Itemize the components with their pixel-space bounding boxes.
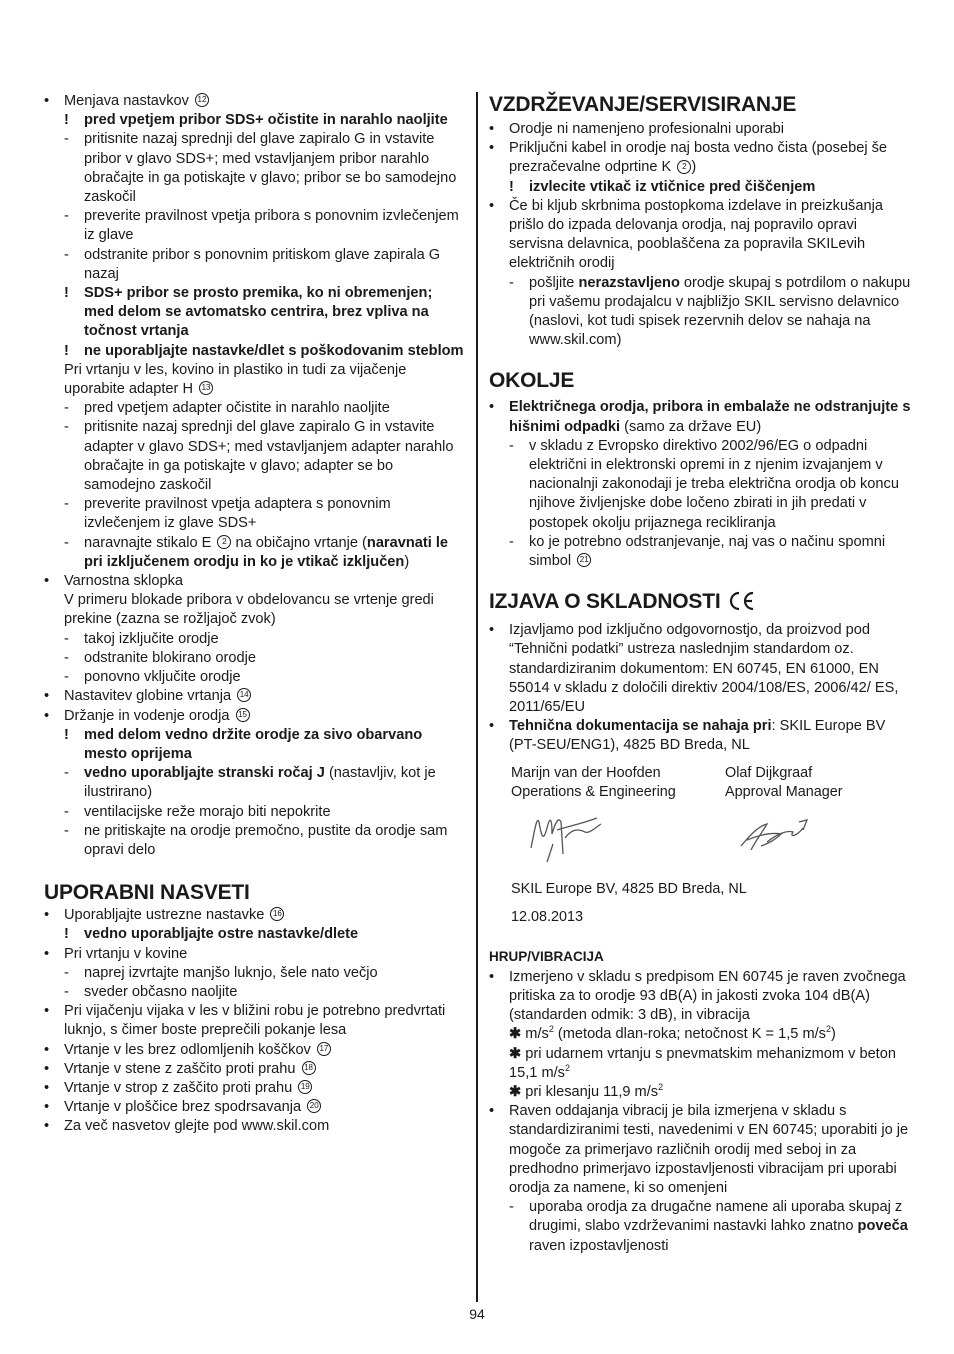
- superscript: 2: [658, 1082, 664, 1093]
- text-run: Varnostna sklopka: [64, 573, 183, 590]
- dash-item: [44, 534, 466, 572]
- text-run: Vrtanje v ploščice brez spodrsavanja: [64, 1099, 306, 1116]
- figure-reference-number: 13: [199, 381, 213, 395]
- section-heading: [489, 368, 911, 394]
- text-run: na običajno vrtanje (: [231, 534, 367, 551]
- bold-text: poveča: [857, 1218, 908, 1235]
- figure-reference-number: 17: [317, 1042, 331, 1056]
- text-run: pri klesanju 11,9 m/s: [525, 1083, 659, 1100]
- bullet-item: [44, 906, 466, 925]
- list-marker: [64, 668, 69, 687]
- list-marker: [489, 717, 494, 736]
- text-run: V primeru blokade pribora v obdelovancu se vrtenje gredi prekine (zazna se rožljajoč zvok): [64, 592, 434, 628]
- list-marker: [489, 1102, 494, 1121]
- list-marker: [64, 284, 69, 303]
- bullet-item: [489, 717, 911, 755]
- right-column: [489, 92, 911, 1256]
- figure-reference-number: 20: [307, 1099, 321, 1113]
- text-run: ponovno vključite orodje: [84, 669, 241, 686]
- list-marker: [44, 1098, 49, 1117]
- text-run: : SKIL Europe BV (PT-SEU/ENG1), 4825 BD Breda, NL: [509, 718, 886, 754]
- list-marker: [64, 649, 69, 668]
- text-run: (nastavljiv, kot je ilustrirano): [84, 765, 436, 801]
- list-marker: [64, 983, 69, 1002]
- list-marker: [64, 111, 69, 130]
- dash-item: [489, 274, 911, 351]
- dash-item: [489, 1198, 911, 1256]
- text-run: pred vpetjem adapter očistite in narahlo naoljite: [84, 400, 390, 417]
- text-run: ko je potrebno odstranjevanje, naj vas o načinu spomni simbol: [529, 533, 886, 570]
- bold-text: nerazstavljeno: [578, 274, 680, 291]
- superscript: 2: [548, 1024, 554, 1035]
- text-run: sveder občasno naoljite: [84, 983, 238, 1000]
- list-marker: [44, 1060, 49, 1079]
- dash-item: [44, 207, 466, 245]
- text-run: preverite pravilnost vpetja pribora s ponovnim izvlečenjem iz glave: [84, 208, 459, 244]
- list-marker: [64, 964, 69, 983]
- text-run: preverite pravilnost vpetja adaptera s ponovnim izvlečenjem iz glave SDS+: [84, 496, 391, 532]
- text-run: Vrtanje v strop z zaščito proti prahu: [64, 1079, 297, 1096]
- text-run: IZJAVA O SKLADNOSTI: [489, 590, 727, 614]
- list-marker: [489, 139, 494, 158]
- warning-item: [44, 925, 466, 944]
- signer-name: Olaf Dijkgraaf: [725, 764, 813, 781]
- bullet-item: [44, 1098, 466, 1117]
- bold-text: vedno uporabljajte stranski ročaj J: [84, 765, 325, 782]
- list-marker: [509, 533, 514, 552]
- bullet-item: [44, 707, 466, 726]
- list-marker: [64, 495, 69, 514]
- text-run: odstranite pribor s ponovnim pritiskom glave zapirala G nazaj: [84, 246, 441, 282]
- text-run: (samo za države EU): [620, 418, 762, 435]
- text-run: takoj izključite orodje: [84, 630, 219, 647]
- text-run: raven izpostavljenosti: [529, 1237, 669, 1254]
- dash-item: [44, 246, 466, 284]
- warning-item: [44, 726, 466, 764]
- list-marker: [64, 534, 69, 553]
- list-marker: [489, 120, 494, 139]
- figure-reference-number: 14: [237, 688, 251, 702]
- dash-item: [44, 668, 466, 687]
- list-marker: [509, 274, 514, 293]
- indented-paragraph: [44, 591, 466, 629]
- signer-name: Marijn van der Hoofden: [511, 764, 661, 781]
- list-marker: [44, 945, 49, 964]
- warning-item: [44, 284, 466, 342]
- list-marker: [64, 418, 69, 437]
- page-number: 94: [469, 1306, 485, 1322]
- text-run: m/s: [525, 1026, 549, 1043]
- text-run: Izjavljamo pod izključno odgovornostjo, da proizvod pod “Tehnični podatki” ustreza naslednjim standardom oz. standardiziranim dokumentom: EN 60745, EN 61000, EN 55014 v skladu z določili direktiv 2004/108/ES, 2006/42/ ES, 2011/65/EU: [509, 622, 899, 716]
- text-run: ): [831, 1026, 836, 1043]
- signer-role: Approval Manager: [725, 783, 843, 800]
- text-run: (metoda dlan-roka; netočnost K = 1,5 m/s: [553, 1026, 826, 1043]
- bold-text: ✱: [509, 1045, 526, 1062]
- list-marker: [44, 1079, 49, 1098]
- figure-reference-number: 2: [677, 160, 691, 174]
- list-marker: [64, 726, 69, 745]
- list-marker: [64, 342, 69, 361]
- text-run: ): [404, 553, 410, 570]
- declaration-date: 12.08.2013: [511, 908, 584, 925]
- list-marker: [44, 906, 49, 925]
- list-marker: [509, 1198, 514, 1217]
- indented-paragraph: [489, 1083, 911, 1102]
- bullet-item: [44, 1079, 466, 1098]
- list-marker: [64, 246, 69, 265]
- bullet-item: [489, 398, 911, 436]
- list-marker: [64, 803, 69, 822]
- bullet-item: [44, 92, 466, 111]
- text-run: naravnajte stikalo E: [84, 534, 216, 551]
- figure-reference-number: 19: [298, 1080, 312, 1094]
- dash-item: [44, 983, 466, 1002]
- signature-2-icon: [737, 816, 817, 856]
- text-run: Menjava nastavkov: [64, 93, 193, 109]
- ce-mark-icon: [726, 591, 756, 611]
- warning-item: [44, 342, 466, 361]
- bold-text: naravnati le pri izključenem orodju in ko je vtikač izključen: [84, 534, 449, 570]
- list-marker: [44, 92, 49, 111]
- list-marker: [64, 630, 69, 649]
- text-run: Uporabljajte ustrezne nastavke: [64, 907, 269, 924]
- text-run: Izmerjeno v skladu s predpisom EN 60745 je raven zvočnega pritiska za to orodje 93 dB(A) in jakosti zvoka 104 dB(A) (standarden odmik: 3 dB), in vibracija: [509, 968, 906, 1024]
- figure-reference-number: 2: [217, 535, 231, 549]
- indented-paragraph: [489, 1045, 911, 1083]
- list-marker: [64, 399, 69, 418]
- list-marker: [509, 437, 514, 456]
- text-run: VZDRŽEVANJE/SERVISIRANJE: [489, 93, 797, 116]
- text-run: v skladu z Evropsko direktivo 2002/96/EG o odpadni električni in elektronski opremi in z njenim izvajanjem v nacionalnji zakonodaji je treba električna orodja ob koncu njihove življenjske dobe ločeno zbirati in jih predati v postopek okolju prijaznega recikliranja: [529, 437, 899, 531]
- bullet-item: [489, 621, 911, 717]
- dash-item: [44, 418, 466, 495]
- text-run: Pri vrtanju v les, kovino in plastiko in tudi za vijačenje uporabite adapter H: [64, 361, 407, 398]
- list-marker: [64, 130, 69, 149]
- indented-paragraph: [489, 1025, 911, 1044]
- bold-text: pred vpetjem pribor SDS+ očistite in narahlo naoljite: [84, 112, 448, 129]
- text-run: ne pritiskajte na orodje premočno, pustite da orodje sam opravi delo: [84, 822, 448, 858]
- bullet-item: [489, 968, 911, 1026]
- figure-reference-number: 15: [236, 708, 250, 722]
- bullet-item: [489, 1102, 911, 1198]
- dash-item: [44, 822, 466, 860]
- list-marker: [489, 968, 494, 987]
- signature-block: [489, 756, 911, 938]
- signature-1-icon: [525, 808, 605, 866]
- text-run: Pri vijačenju vijaka v les v bližini robu je potrebno predvrtati luknjo, s čimer boste preprečili pokanje lesa: [64, 1003, 446, 1039]
- bold-text: vedno uporabljajte ostre nastavke/dlete: [84, 926, 359, 943]
- dash-item: [44, 803, 466, 822]
- bold-text: med delom vedno držite orodje za sivo obarvano mesto oprijema: [84, 726, 423, 762]
- text-run: OKOLJE: [489, 369, 575, 393]
- text-run: Priključni kabel in orodje naj bosta vedno čista (posebej še prezračevalne odprtine K: [509, 140, 888, 176]
- text-run: uporaba orodja za drugačne namene ali uporaba skupaj z drugimi, slabo vzdrževanimi nastavki lahko znatno: [529, 1199, 903, 1235]
- figure-reference-number: 18: [302, 1061, 316, 1075]
- list-marker: [64, 925, 69, 944]
- signer-role: Operations & Engineering: [511, 783, 676, 800]
- text-run: Za več nasvetov glejte pod www.skil.com: [64, 1118, 330, 1135]
- company-address: SKIL Europe BV, 4825 BD Breda, NL: [511, 880, 747, 897]
- text-run: ): [691, 159, 697, 176]
- bullet-item: [489, 120, 911, 139]
- text-run: pošljite: [529, 274, 579, 291]
- text-run: pri udarnem vrtanju s pnevmatskim mehanizmom v beton 15,1 m/s: [509, 1045, 896, 1081]
- bullet-item: [44, 572, 466, 591]
- text-run: odstranite blokirano orodje: [84, 649, 256, 666]
- dash-item: [44, 649, 466, 668]
- text-run: orodje skupaj s potrdilom o nakupu pri vašemu prodajalcu v najbližjo SKIL servisno delavnico (naslovi, kot tudi spisek rezervnih delov se nahaja na www.skil.com): [529, 274, 911, 349]
- text-run: pritisnite nazaj sprednji del glave zapiralo G in vstavite pribor v glavo SDS+; med vstavljanjem pribor narahlo obračajte in ga potiskajte v glavo; pribor se bo samodejno zaskočil: [84, 131, 457, 206]
- list-marker: [489, 398, 494, 417]
- text-run: Če bi kljub skrbnima postopkoma izdelave in preizkušanja prišlo do izpada delovanja orodja, naj popravilo opravi servisna delavnica, pooblaščena za popravila SKILevih električnih orodij: [509, 197, 883, 272]
- bullet-item: [44, 1041, 466, 1060]
- text-run: Orodje ni namenjeno profesionalni uporabi: [509, 121, 785, 137]
- figure-reference-number: 16: [270, 907, 284, 921]
- bold-text: Tehnična dokumentacija se nahaja pri: [509, 718, 772, 735]
- list-marker: [44, 1041, 49, 1060]
- dash-item: [44, 130, 466, 207]
- dash-item: [44, 630, 466, 649]
- section-heading: [489, 589, 911, 615]
- bullet-item: [44, 1060, 466, 1079]
- figure-reference-number: 21: [577, 553, 591, 567]
- list-marker: [44, 1002, 49, 1021]
- text-run: UPORABNI NASVETI: [44, 881, 250, 905]
- text-run: Nastavitev globine vrtanja: [64, 688, 236, 705]
- left-column: [44, 92, 466, 1137]
- bullet-item: [44, 1002, 466, 1040]
- text-run: naprej izvrtajte manjšo luknjo, šele nato večjo: [84, 964, 378, 981]
- indented-paragraph: [44, 361, 466, 399]
- dash-item: [44, 495, 466, 533]
- text-run: HRUP/VIBRACIJA: [489, 948, 604, 964]
- bullet-item: [489, 139, 911, 177]
- superscript: 2: [825, 1024, 831, 1035]
- superscript: 2: [564, 1062, 570, 1073]
- subsection-heading: [489, 948, 911, 966]
- section-heading: [44, 880, 466, 906]
- warning-item: [489, 178, 911, 197]
- list-marker: [64, 822, 69, 841]
- text-run: Pri vrtanju v kovine: [64, 945, 188, 962]
- list-marker: [44, 572, 49, 591]
- text-run: Vrtanje v les brez odlomljenih koščkov: [64, 1041, 315, 1058]
- bold-text: izvlecite vtikač iz vtičnice pred čiščenjem: [529, 178, 816, 195]
- section-heading: [489, 92, 911, 118]
- bullet-item: [489, 197, 911, 274]
- dash-item: [489, 437, 911, 533]
- dash-item: [44, 399, 466, 418]
- list-marker: [44, 707, 49, 726]
- warning-item: [44, 111, 466, 130]
- bullet-item: [44, 687, 466, 706]
- list-marker: [509, 178, 514, 197]
- list-marker: [44, 1117, 49, 1136]
- dash-item: [489, 533, 911, 571]
- bold-text: SDS+ pribor se prosto premika, ko ni obremenjen; med delom se avtomatsko centrira, brez vpliva na točnost vrtanja: [84, 285, 433, 340]
- column-divider: [476, 92, 478, 1302]
- dash-item: [44, 964, 466, 983]
- bullet-item: [44, 945, 466, 964]
- bullet-item: [44, 1117, 466, 1136]
- text-run: Vrtanje v stene z zaščito proti prahu: [64, 1060, 300, 1077]
- text-run: pritisnite nazaj sprednji del glave zapiralo G in vstavite adapter v glavo SDS+; med vstavljanjem adapter narahlo obračajte in ga potiskajte v glavo; adapter se bo samodejno zaskočil: [84, 419, 454, 494]
- list-marker: [64, 764, 69, 783]
- text-run: ventilacijske reže morajo biti nepokrite: [84, 803, 331, 820]
- text-run: Držanje in vodenje orodja: [64, 707, 234, 724]
- bold-text: Električnega orodja, pribora in embalaže ne odstranjujte s hišnimi odpadki: [509, 399, 911, 435]
- bold-text: ✱: [509, 1083, 526, 1100]
- text-run: Raven oddajanja vibracij je bila izmerjena v skladu s standardiziranimi testi, navedenimi v EN 60745; uporabiti jo je mogoče za primerjavo različnih orodij med seboj in za predhodno primerjavo izpostavljenosti vibracijam pri uporabi orodja za namene, ki so omenjeni: [509, 1103, 909, 1196]
- list-marker: [64, 207, 69, 226]
- dash-item: [44, 764, 466, 802]
- list-marker: [44, 687, 49, 706]
- bold-text: ne uporabljajte nastavke/dlet s poškodovanim steblom: [84, 342, 464, 359]
- figure-reference-number: 12: [195, 93, 209, 107]
- list-marker: [489, 197, 494, 216]
- bold-text: ✱: [509, 1026, 526, 1043]
- list-marker: [489, 621, 494, 640]
